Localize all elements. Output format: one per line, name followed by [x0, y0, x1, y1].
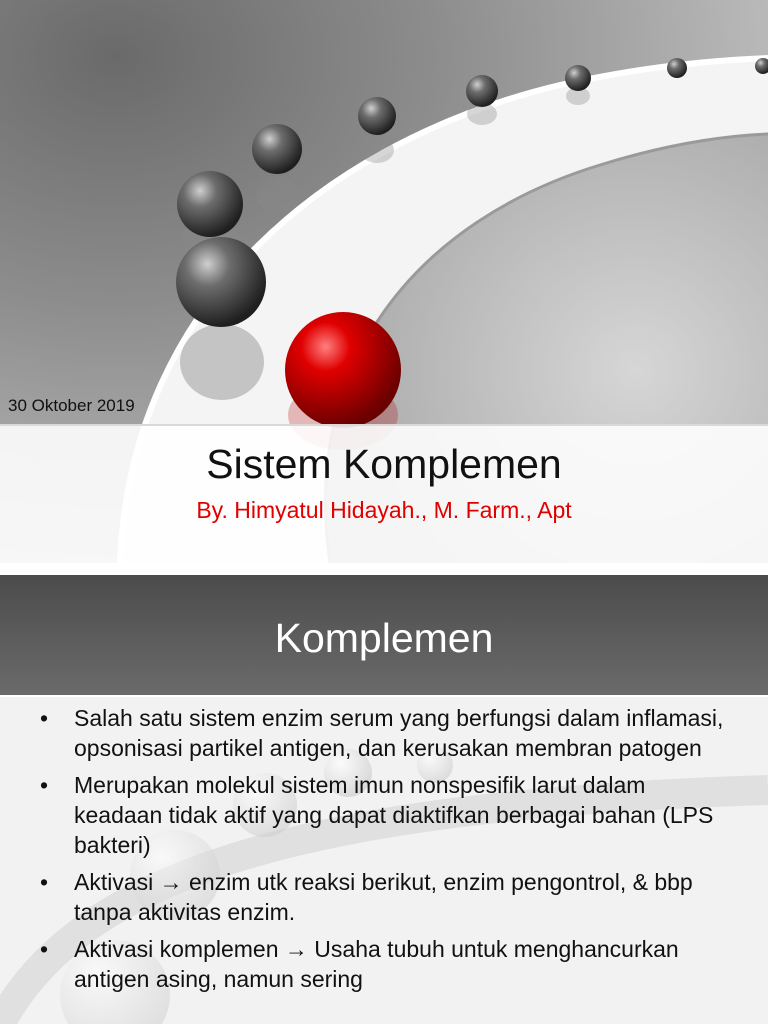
sphere-6: [252, 124, 302, 174]
sphere-4: [466, 75, 498, 107]
content-header: [0, 575, 768, 697]
bullet-icon: •: [40, 772, 49, 798]
sphere-5: [358, 97, 396, 135]
slide-title: Sistem Komplemen: [206, 441, 562, 487]
sphere-7: [177, 171, 243, 237]
bullet-icon: •: [40, 869, 49, 895]
sphere-2: [667, 58, 687, 78]
red-sphere: [285, 312, 401, 428]
slide-separator: [0, 563, 768, 575]
bullet-list: [40, 703, 740, 1001]
bullet-text: Salah satu sistem enzim serum yang berfungsi dalam inflamasi, opsonisasi partikel antigen, dan kerusakan membran patogen: [74, 705, 724, 761]
bullet-text: Merupakan molekul sistem imun nonspesifik larut dalam keadaan tidak aktif yang dapat diaktifkan berbagai bahan (LPS bakteri): [74, 772, 714, 858]
sphere-3: [565, 65, 591, 91]
list-item: [40, 703, 740, 763]
content-slide: [0, 575, 768, 1024]
bullet-icon: •: [40, 705, 49, 731]
list-item: [40, 934, 740, 994]
sphere-8: [176, 237, 266, 327]
bullet-icon: •: [40, 936, 49, 962]
list-item: [40, 867, 740, 927]
bullet-text: Aktivasi komplemen → Usaha tubuh untuk menghancurkan antigen asing, namun sering: [74, 936, 679, 992]
list-item: [40, 770, 740, 860]
content-heading: Komplemen: [274, 615, 494, 661]
bullet-text: Aktivasi → enzim utk reaksi berikut, enzim pengontrol, & bbp tanpa aktivitas enzim.: [74, 869, 693, 925]
slide-subtitle: By. Himyatul Hidayah., M. Farm., Apt: [196, 497, 572, 523]
slide-date: 30 Oktober 2019: [8, 396, 135, 415]
